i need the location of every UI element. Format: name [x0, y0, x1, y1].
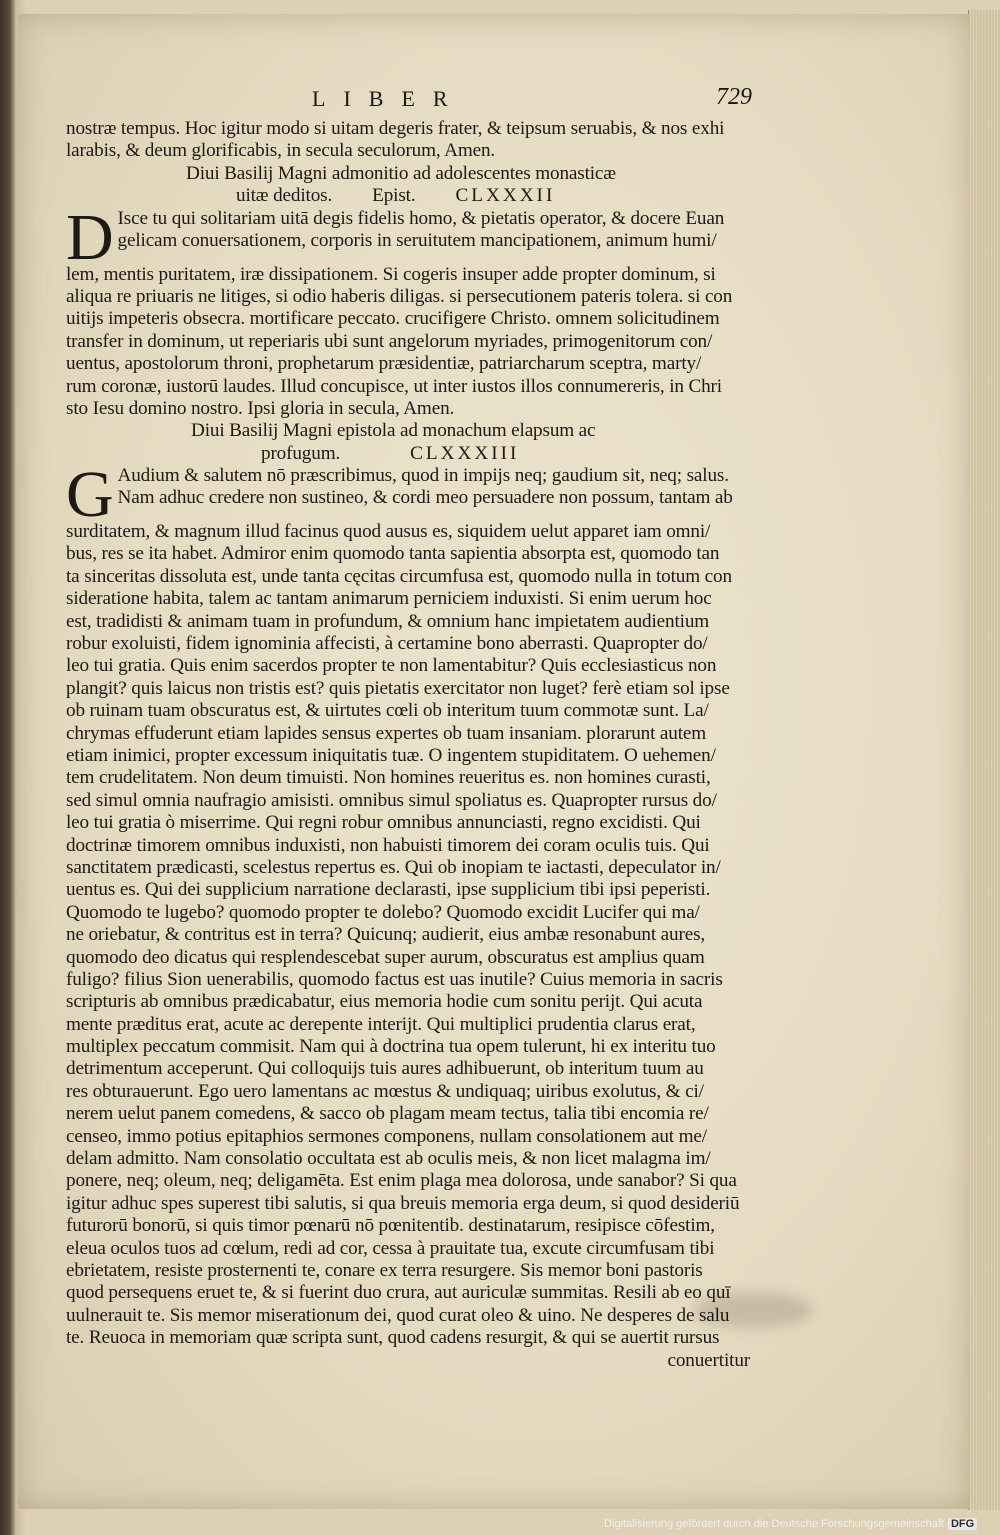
text-line: ne oriebatur, & contritus est in terra? Quicunq; audierit, eius ambæ resonabunt aures,: [66, 924, 706, 946]
text-line: doctrinæ timorem omnibus induxisti, non habuisti timorem dei coram oculis tuis. Qui: [66, 834, 710, 856]
text-line: nostræ tempus. Hoc igitur modo si uitam degeris frater, & teipsum seruabis, & nos exhi: [66, 118, 725, 139]
text-line: sideratione habita, talem ac tantam animarum perniciem induxisti. Si enim uerum hoc: [66, 588, 712, 610]
text-line: sed simul omnia naufragio amisisti. omnibus simul spoliatus es. Quapropter rursus do/: [66, 789, 717, 811]
drop-cap: D: [66, 200, 114, 274]
text-line: ponere, neq; oleum, neq; deligamēta. Est enim plaga mea dolorosa, unde sanabor? Si qua: [66, 1170, 737, 1192]
text-line: multiplex peccatum commisit. Nam qui à doctrina tua opem tulerunt, hi ex interitu tuo: [66, 1036, 716, 1058]
text-line: ebrietatem, resiste prosternenti te, conare ex terra resurgere. Sis memor boni pastoris: [66, 1259, 703, 1281]
text-line: leo tui gratia ò miserrime. Qui regni robur omnibus annunciasti, regno excidisti. Qui: [66, 812, 701, 834]
text-line: etiam inimici, propter excessum iniquitatis tuæ. O ingentem stupiditatem. O uehemen/: [66, 744, 716, 766]
text-line: delam admitto. Nam consolatio occultata est ab oculis meis, & non licet malagma im/: [66, 1148, 711, 1170]
text-line: censeo, immo potius epitaphios sermones componens, nullam consolationem aut me/: [66, 1125, 707, 1147]
text-line: eleua oculos tuos ad cœlum, redi ad cor, cessa à prauitate tua, excute circumfusam tibi: [66, 1237, 715, 1259]
epistle-heading-part: profugum.: [261, 442, 341, 464]
text-line: Isce tu qui solitariam uitā degis fidelis homo, & pietatis operator, & docere Euan: [117, 207, 725, 229]
text-line: leo tui gratia. Quis enim sacerdos propter te non lamentabitur? Quis ecclesiasticus non: [66, 655, 717, 677]
epistle-heading-line2: [66, 185, 758, 207]
text-line: ta sinceritas dissoluta est, unde tanta cęcitas circumfusa est, quomodo nulla in totum con: [66, 565, 732, 587]
running-head: LIBER: [312, 86, 466, 111]
text-line: uentus es. Qui dei supplicium narratione declarasti, ipse supplicium tibi ipsi peperisti.: [66, 879, 711, 901]
text-line: ob ruinam tuam obscuratus est, & uirtutes cœli ob interitum tuum commotæ sunt. La/: [66, 700, 709, 722]
text-line: Nam adhuc credere non sustineo, & cordi meo persuadere non possum, tantam ab: [117, 487, 733, 509]
text-line: rum coronæ, iustorū laudes. Illud concupisce, ut inter iustos illos connumereris, in Chri: [66, 375, 722, 397]
epistle-heading: Diui Basilij Magni epistola ad monachum elapsum ac: [191, 420, 596, 442]
text-line: sanctitatem prædicasti, scelestus repertus es. Qui ob inopiam te iactasti, depeculator in/: [66, 856, 721, 878]
funding-footer: [604, 1518, 977, 1530]
text-line: detrimentum acceperunt. Qui colloquijs tuis aures adhibuerunt, ob interitum tuum au: [66, 1058, 704, 1080]
text-line: lem, mentis puritatem, iræ dissipationem. Si cogeris insuper adde propter dominum, si: [66, 263, 716, 285]
catchword: conuertitur: [667, 1349, 750, 1371]
epistle-number: CLXXXIII: [410, 442, 520, 464]
text-line: igitur adhuc spes superest tibi salutis, si qua breuis memoria erga deum, si quod desideriū: [66, 1192, 740, 1214]
text-line: robur exoluisti, fidem ignominia affecisti, à certamine bono aberrasti. Quapropter do/: [66, 633, 708, 655]
text-line: gelicam conuersationem, corporis in seruitutem mancipationem, animum humi/: [117, 229, 717, 251]
folio-number: 729: [716, 84, 752, 110]
epistle-label: Epist.: [372, 185, 416, 207]
text-line: bus, res se ita habet. Admiror enim quomodo tanta sapientia absorpta est, quomodo tan: [66, 543, 720, 565]
drop-cap: G: [66, 458, 114, 532]
page-fore-edge: [968, 10, 1000, 1510]
text-line: futurorū bonorū, si quis timor pœnarū nō pœnitentib. destinatarum, resipisce cōfestim,: [66, 1215, 715, 1237]
text-line: transfer in dominum, ut reperiaris ubi sunt angelorum myriades, primogenitorum con/: [66, 330, 713, 352]
text-line: est, tradidisti & animam tuam in profundum, & omnium hanc impietatem audientium: [66, 610, 710, 632]
text-line: te. Reuoca in memoriam quæ scripta sunt, quod cadens resurgit, & qui se auertit rursus: [66, 1327, 720, 1349]
text-line: uentus, apostolorum throni, prophetarum præsidentiæ, patriarcharum sceptra, marty/: [66, 353, 702, 375]
text-line: Audium & salutem nō præscribimus, quod in impijs neq; gaudium sit, neq; salus.: [117, 465, 729, 487]
funding-text: Digitalisierung gefördert durch die Deutsche Forschungsgemeinschaft: [604, 1518, 944, 1530]
text-line: sto Iesu domino nostro. Ipsi gloria in secula, Amen.: [66, 397, 455, 419]
text-line: larabis, & deum glorificabis, in secula seculorum, Amen.: [66, 140, 496, 162]
text-line: quomodo deo dicatus qui resplendescebat super aurum, obscuratus est amplius quam: [66, 946, 705, 968]
epistle-heading: Diui Basilij Magni admonitio ad adolescentes monasticæ: [186, 162, 616, 184]
epistle-number: CLXXXII: [455, 185, 556, 207]
text-line: plangit? quis laicus non tristis est? quis pietatis exercitator non luget? ferè etiam sol ipse: [66, 677, 730, 699]
text-line: surditatem, & magnum illud facinus quod ausus es, siquidem uelut apparet iam omni/: [66, 521, 711, 543]
text-line: aliqua re priuaris ne litiges, si odio haberis diligas. si persecutionem pateris tolera. si con: [66, 285, 733, 307]
text-line: quod persequens eruet te, & si fuerint duo crura, aut auriculæ summitas. Resili ab eo quī: [66, 1282, 731, 1304]
epistle-heading-line2: [66, 443, 758, 465]
epistle-heading-part: uitæ deditos.: [236, 185, 333, 207]
text-line: chrymas effuderunt etiam lapides sensus expertes ob tuam insaniam. plorarunt autem: [66, 722, 707, 744]
text-line: tem crudelitatem. Non deum timuisti. Non homines reueritus es. non homines curasti,: [66, 767, 711, 789]
epistle-body: [66, 458, 758, 1349]
text-line: mente præditus erat, acute ac derepente interijt. Qui multiplici prudentia clarus erat,: [66, 1013, 696, 1035]
text-line: nerem uelut panem comedens, & sacco ob plagam meam tectus, talia tibi encomia re/: [66, 1103, 709, 1125]
text-line: Quomodo te lugebo? quomodo propter te dolebo? Quomodo excidit Lucifer qui ma/: [66, 901, 700, 923]
epistle-body: [66, 200, 758, 421]
text-line: scripturis ab omnibus prædicabatur, eius memoria hodie cum sonitu perijt. Qui acuta: [66, 991, 703, 1013]
dfg-logo: DFG: [948, 1518, 977, 1530]
text-line: res obturauerunt. Ego uero lamentans ac mœstus & undiquaq; uiribus exolutus, & ci/: [66, 1080, 704, 1102]
text-line: fuligo? filius Sion uenerabilis, quomodo factus est uas inutile? Cuius memoria in sacris: [66, 968, 723, 990]
text-line: uitijs impeteris obsecra. mortificare peccato. crucifigere Christo. omnem solicitudinem: [66, 308, 720, 330]
text-line: uulnerauit te. Sis memor miserationum dei, quod curat oleo & uino. Ne desperes de salu: [66, 1304, 730, 1326]
page-text: [66, 118, 758, 1372]
